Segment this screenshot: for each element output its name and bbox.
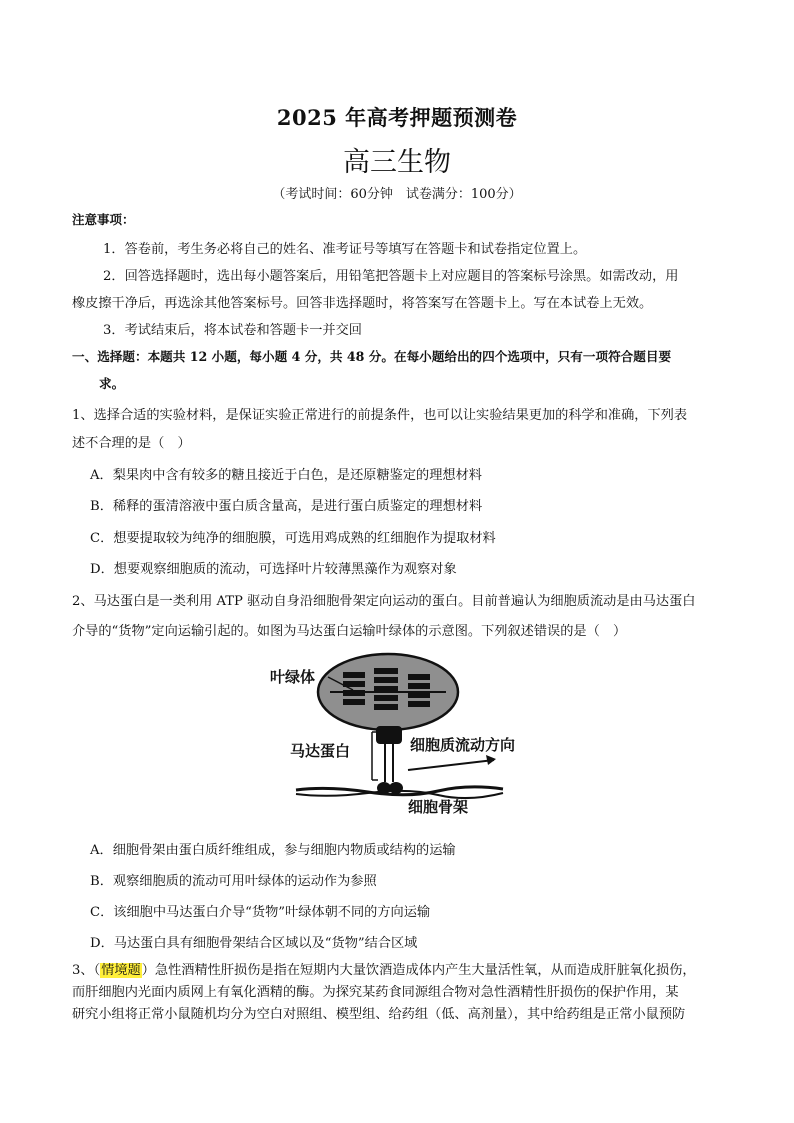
q2-option-a: A．细胞骨架由蛋白质纤维组成，参与细胞内物质或结构的运输 bbox=[90, 843, 456, 858]
exam-info: （考试时间：60分钟 试卷满分：100分） bbox=[272, 187, 522, 202]
section-heading-cont: 求。 bbox=[99, 376, 125, 391]
section-heading: 一、选择题：本题共 12 小题，每小题 4 分，共 48 分。在每小题给出的四个选项中，只有一项符合题目要 bbox=[72, 349, 672, 364]
q2-option-c: C．该细胞中马达蛋白介导“货物”叶绿体朝不同的方向运输 bbox=[90, 905, 431, 920]
motor-protein-diagram bbox=[268, 652, 538, 822]
q1-stem-line-2: 述不合理的是（ ） bbox=[72, 436, 191, 451]
q2-stem-line-1: 2、马达蛋白是一类利用 ATP 驱动自身沿细胞骨架定向运动的蛋白。目前普遍认为细胞质流动是由马达蛋白 bbox=[72, 594, 696, 609]
q2-option-b: B．观察细胞质的流动可用叶绿体的运动作为参照 bbox=[90, 874, 377, 889]
label-chloroplast: 叶绿体 bbox=[270, 668, 316, 686]
q1-stem-line-1: 1、选择合适的实验材料，是保证实验正常进行的前提条件，也可以让实验结果更加的科学和准确，下列表 bbox=[72, 408, 688, 423]
q1-option-a: A．梨果肉中含有较多的糖且接近于白色，是还原糖鉴定的理想材料 bbox=[90, 468, 482, 483]
notice-item-2: 2．回答选择题时，选出每小题答案后，用铅笔把答题卡上对应题目的答案标号涂黑。如需改动，用 bbox=[103, 269, 679, 284]
label-cytoskeleton: 细胞骨架 bbox=[408, 798, 469, 816]
q3-number: 3、 bbox=[72, 963, 94, 978]
notice-item-1: 1．答卷前，考生务必将自己的姓名、准考证号等填写在答题卡和试卷指定位置上。 bbox=[103, 242, 587, 257]
label-motor-protein: 马达蛋白 bbox=[290, 742, 351, 760]
q3-context-tag: 情境题 bbox=[101, 963, 141, 978]
q1-option-c: C．想要提取较为纯净的细胞膜，可选用鸡成熟的红细胞作为提取材料 bbox=[90, 531, 496, 546]
notice-heading: 注意事项： bbox=[72, 212, 135, 227]
q3-line-1-text: 急性酒精性肝损伤是指在短期内大量饮酒造成体内产生大量活性氧，从而造成肝脏氧化损伤， bbox=[154, 963, 696, 978]
notice-item-3: 3．考试结束后，将本试卷和答题卡一并交回 bbox=[103, 323, 362, 338]
motor-protein-shape bbox=[376, 726, 403, 794]
q2-stem-line-2: 介导的“货物”定向运输引起的。如图为马达蛋白运输叶绿体的示意图。下列叙述错误的是（ ） bbox=[72, 624, 627, 639]
label-flow-direction: 细胞质流动方向 bbox=[410, 736, 516, 754]
q1-option-b: B．稀释的蛋清溶液中蛋白质含量高，是进行蛋白质鉴定的理想材料 bbox=[90, 499, 483, 514]
q3-line-3: 研究小组将正常小鼠随机均分为空白对照组、模型组、给药组（低、高剂量），其中给药组是正常小鼠预防 bbox=[72, 1007, 686, 1022]
exam-title: 2025 年高考押题预测卷 bbox=[276, 105, 518, 130]
notice-item-2-cont: 橡皮擦干净后，再选涂其他答案标号。回答非选择题时，将答案写在答题卡上。写在本试卷上无效。 bbox=[72, 296, 653, 311]
chloroplast-shape bbox=[318, 654, 458, 730]
q1-option-d: D．想要观察细胞质的流动，可选择叶片较薄黑藻作为观察对象 bbox=[90, 562, 457, 577]
q2-option-d: D．马达蛋白具有细胞骨架结合区域以及“货物”结合区域 bbox=[90, 936, 418, 951]
q3-line-1: 3、（情境题）急性酒精性肝损伤是指在短期内大量饮酒造成体内产生大量活性氧，从而造成肝脏氧化损伤， bbox=[72, 963, 696, 978]
flow-direction-arrow bbox=[408, 755, 496, 770]
exam-subtitle: 高三生物 bbox=[343, 147, 451, 178]
q3-line-2: 而肝细胞内光面内质网上有氧化酒精的酶。为探究某药食同源组合物对急性酒精性肝损伤的保护作用，某 bbox=[72, 985, 679, 1000]
